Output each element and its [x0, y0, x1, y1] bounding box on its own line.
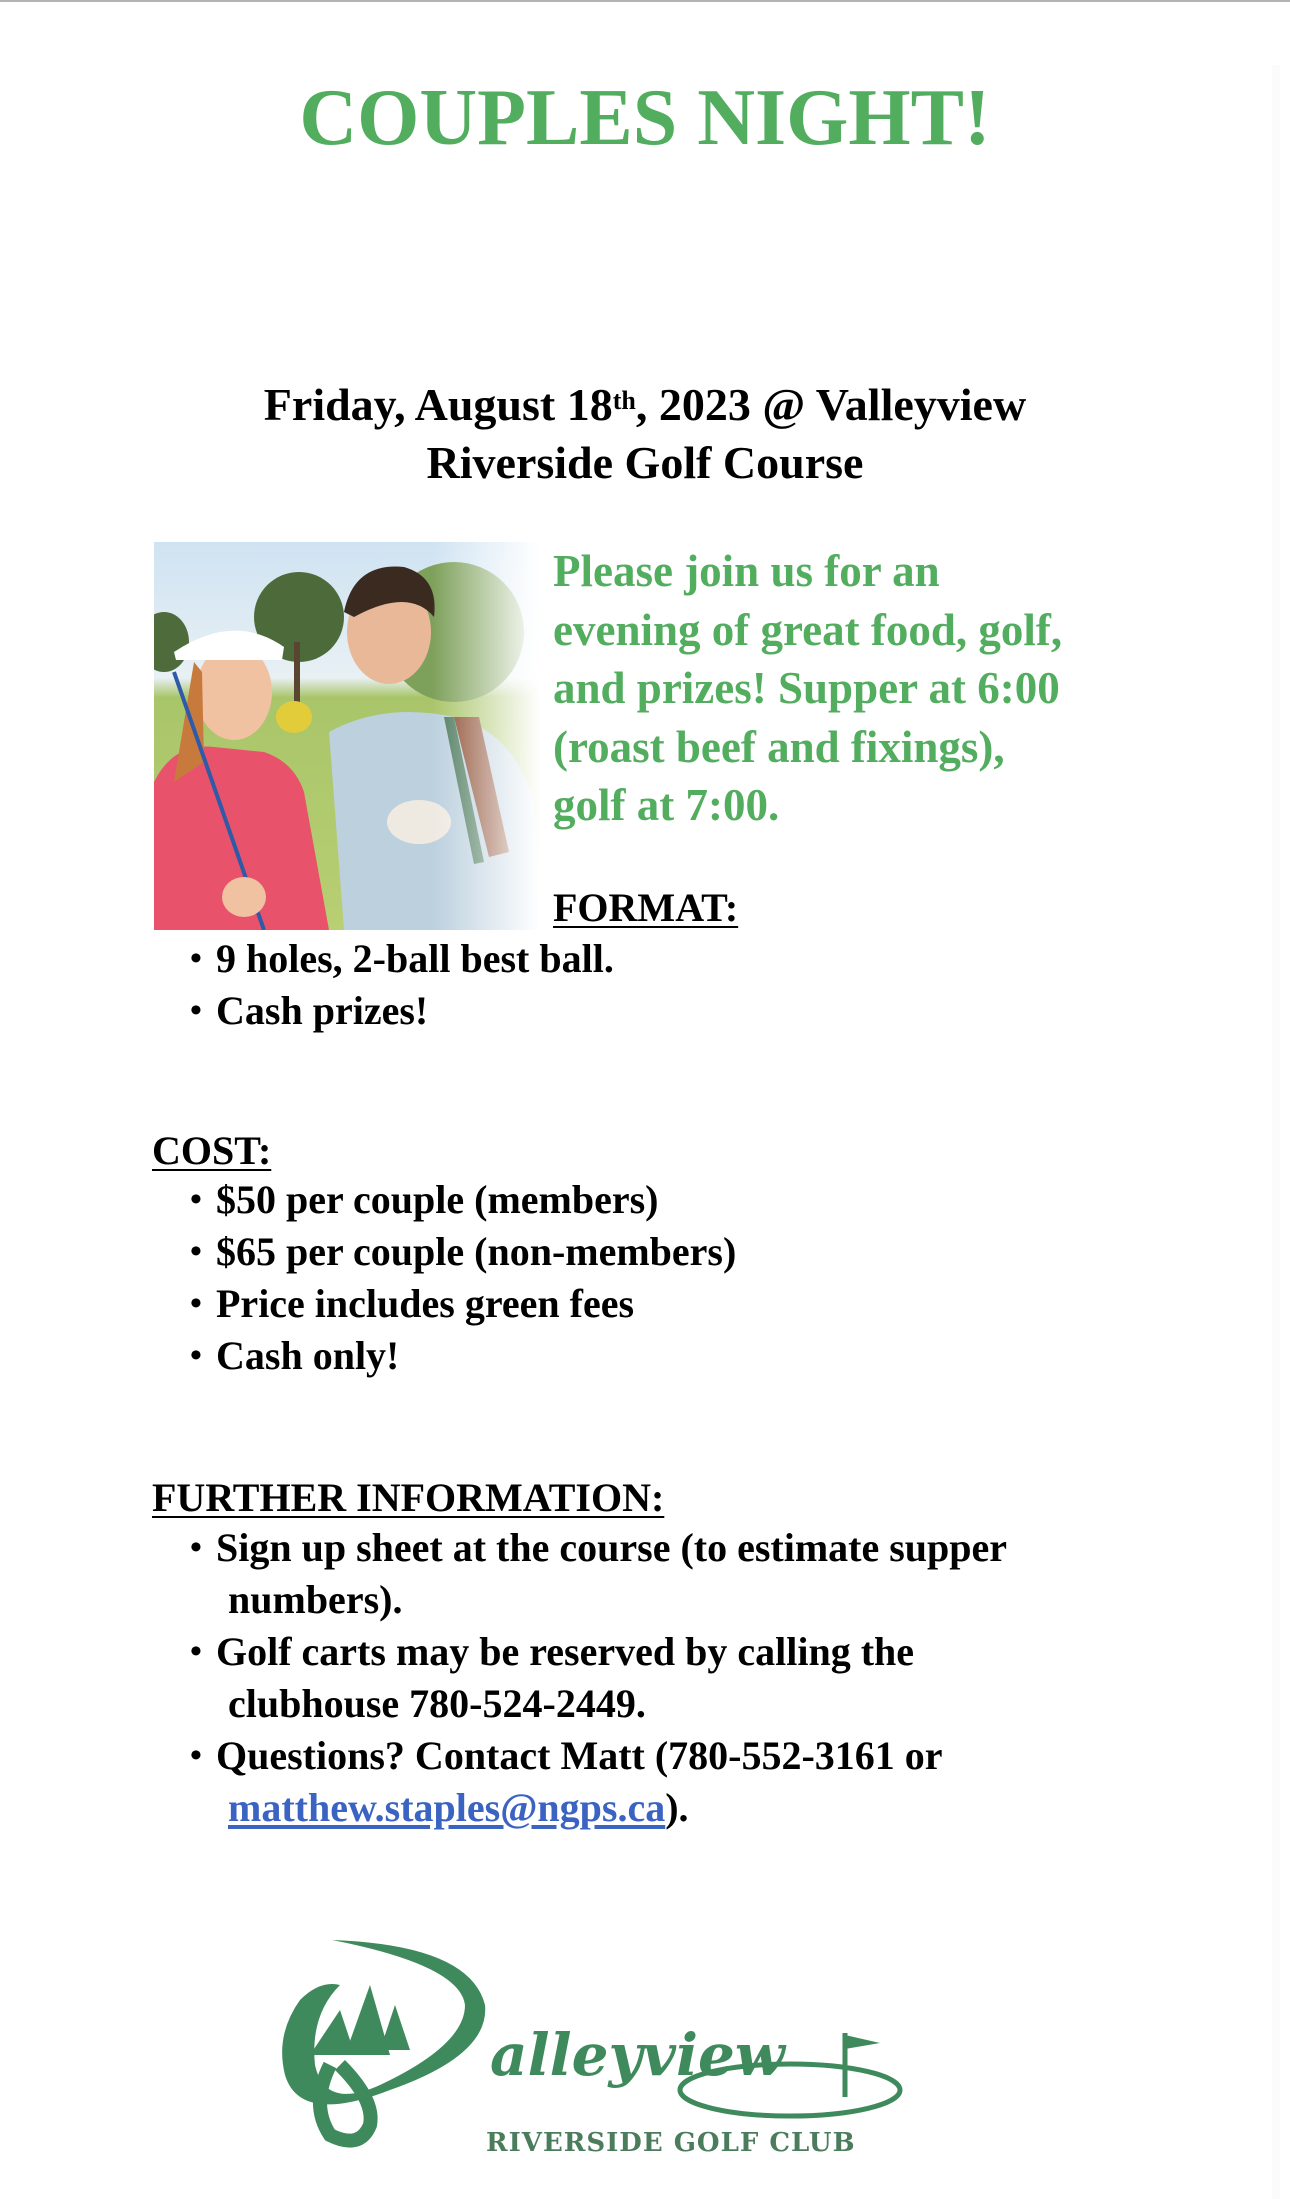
date-ordinal: th	[612, 386, 636, 415]
date-text: Friday, August 18	[263, 379, 613, 430]
list-item: • Price includes green fees	[190, 1278, 736, 1330]
invitation-text: Please join us for an evening of great food, golf, and prizes! Supper at 6:00 (roast beef and fixings), golf at 7:00.	[553, 546, 1063, 830]
contact-suffix: ).	[665, 1785, 689, 1830]
clubhouse-phone: clubhouse 780-524-2449.	[228, 1681, 646, 1726]
carts-text: Golf carts may be reserved by calling the	[216, 1629, 915, 1674]
list-item: • $50 per couple (members)	[190, 1174, 736, 1226]
logo-subtitle: RIVERSIDE GOLF CLUB	[486, 2128, 856, 2158]
contact-email-line	[216, 1782, 1110, 1834]
format-list	[190, 933, 614, 1037]
list-item: • $65 per couple (non-members)	[190, 1226, 736, 1278]
list-item: • Cash prizes!	[190, 985, 614, 1037]
further-info-heading: FURTHER INFORMATION:	[152, 1475, 665, 1520]
contact-text: Questions? Contact Matt (780-552-3161 or	[216, 1733, 943, 1778]
cost-list	[190, 1174, 736, 1382]
logo-script-text: alleyview	[490, 2021, 785, 2089]
flyer-title: COUPLES NIGHT!	[299, 74, 991, 162]
email-link[interactable]: matthew.staples@ngps.ca	[228, 1785, 666, 1830]
top-border	[0, 0, 1290, 2]
date-line-2: Riverside Golf Course	[426, 437, 864, 488]
date-line-1	[0, 376, 1290, 434]
list-item	[190, 1522, 1110, 1626]
list-item: • Cash only!	[190, 1330, 736, 1382]
signup-text-cont: numbers).	[228, 1577, 403, 1622]
photo-illustration	[154, 542, 540, 930]
format-heading: FORMAT:	[553, 885, 739, 930]
list-item	[190, 1730, 1110, 1834]
event-date-location	[0, 376, 1290, 492]
signup-text: Sign up sheet at the course (to estimate supper	[216, 1525, 1008, 1570]
date-venue: , 2023 @ Valleyview	[635, 379, 1027, 430]
couple-golf-photo	[154, 542, 540, 930]
list-item: • 9 holes, 2-ball best ball.	[190, 933, 614, 985]
list-item	[190, 1626, 1110, 1730]
cost-heading: COST:	[152, 1128, 272, 1173]
further-info-list	[190, 1522, 1110, 1834]
